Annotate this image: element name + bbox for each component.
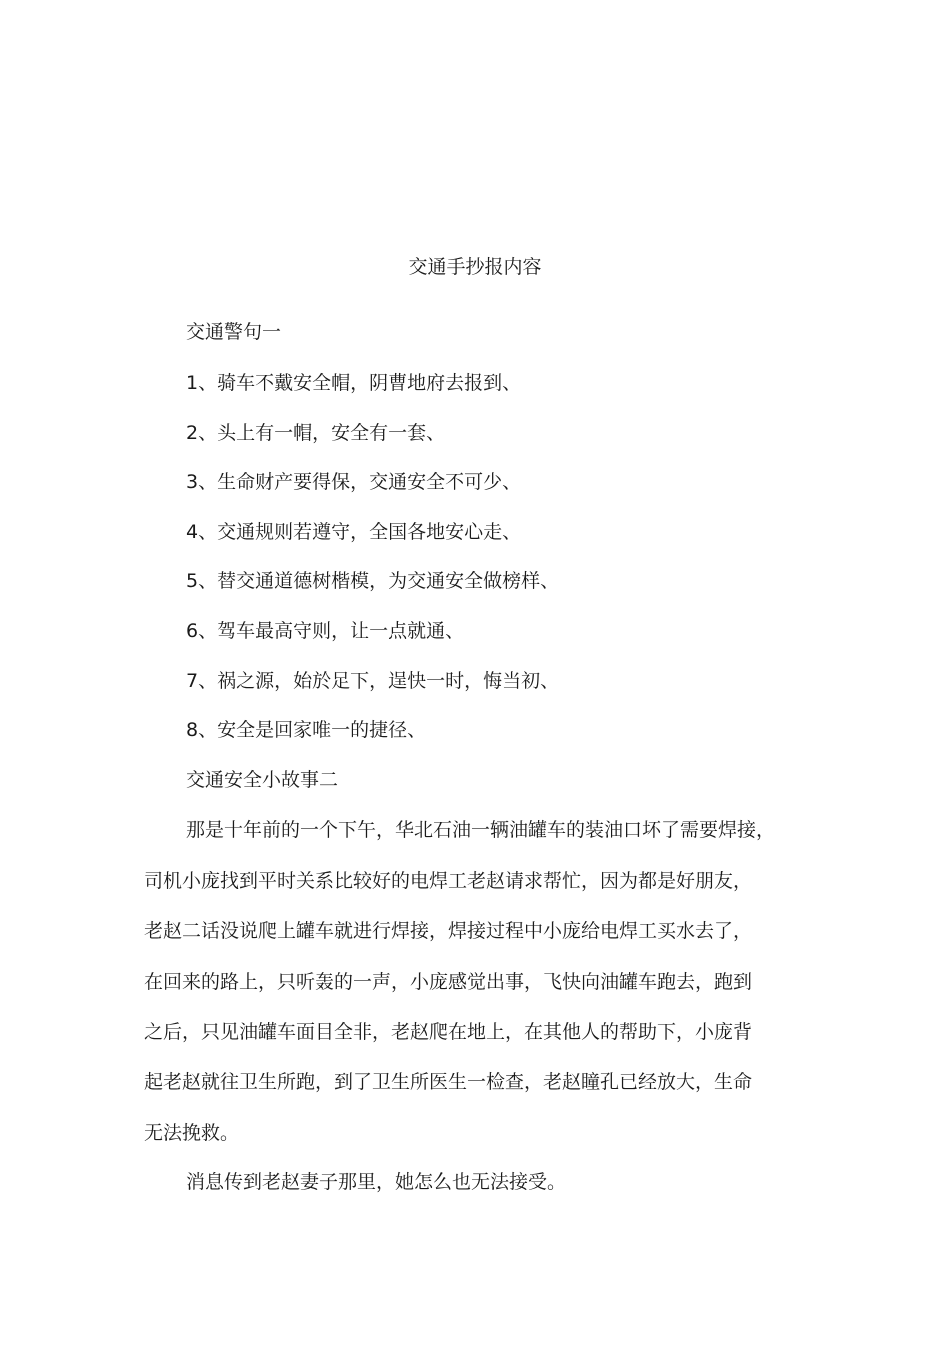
story-line: 老赵二话没说爬上罐车就进行焊接，焊接过程中小庞给电焊工买水去了， (144, 920, 753, 942)
story-paragraph-2: 消息传到老赵妻子那里，她怎么也无法接受。 (186, 1171, 567, 1193)
list-item: 4、交通规则若遵守，全国各地安心走、 (186, 521, 522, 543)
story-line: 那是十年前的一个下午，华北石油一辆油罐车的装油口坏了需要焊接， (186, 819, 776, 841)
list-item: 5、替交通道德树楷模，为交通安全做榜样、 (186, 570, 560, 592)
list-item: 8、安全是回家唯一的捷径、 (186, 719, 427, 741)
list-item: 7、祸之源，始於足下，逞快一时，悔当初、 (186, 670, 560, 692)
list-item: 1、骑车不戴安全帽，阴曹地府去报到、 (186, 372, 522, 394)
section1-heading: 交通警句一 (186, 321, 282, 343)
list-item: 3、生命财产要得保，交通安全不可少、 (186, 471, 522, 493)
story-line: 司机小庞找到平时关系比较好的电焊工老赵请求帮忙，因为都是好朋友， (144, 870, 753, 892)
section2-heading: 交通安全小故事二 (186, 769, 339, 791)
document-title: 交通手抄报内容 (408, 256, 542, 278)
story-line: 无法挽救。 (144, 1122, 240, 1144)
list-item: 2、头上有一帽，安全有一套、 (186, 422, 446, 444)
story-line: 在回来的路上，只听轰的一声，小庞感觉出事，飞快向油罐车跑去，跑到 (144, 971, 753, 993)
story-line: 起老赵就往卫生所跑，到了卫生所医生一检查，老赵瞳孔已经放大，生命 (144, 1071, 753, 1093)
story-line: 之后，只见油罐车面目全非，老赵爬在地上，在其他人的帮助下，小庞背 (144, 1021, 753, 1043)
list-item: 6、驾车最高守则，让一点就通、 (186, 620, 465, 642)
